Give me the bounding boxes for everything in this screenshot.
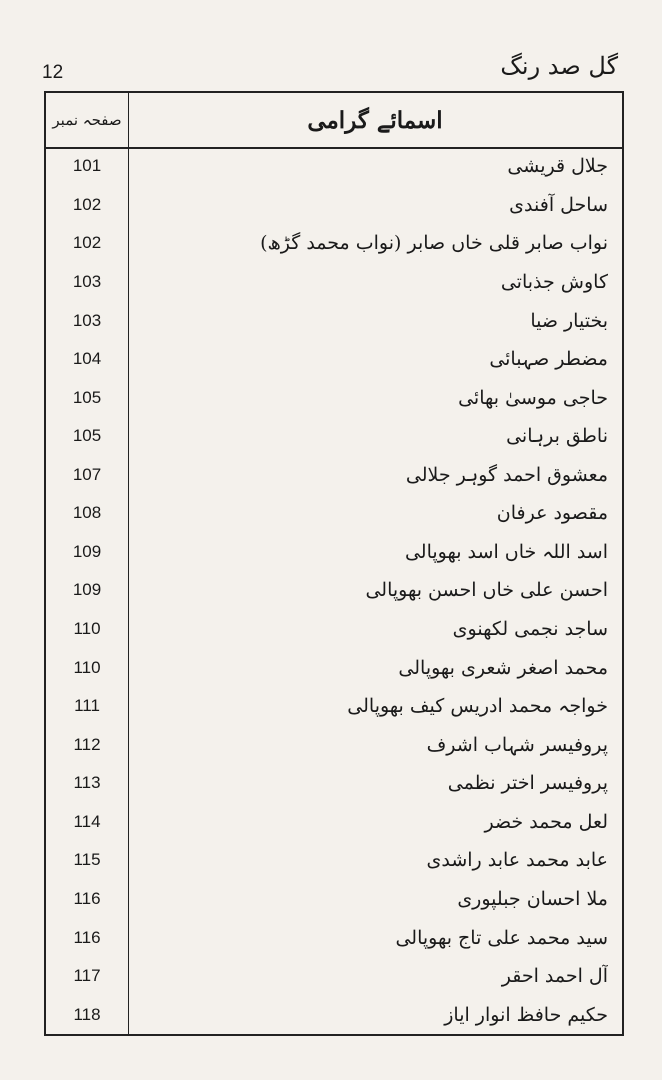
- entry-page-number: 110: [73, 619, 101, 639]
- entry-page-number: 112: [73, 734, 101, 754]
- entry-page-number: 117: [73, 966, 101, 986]
- entry-name: پروفیسر اختر نظمی: [447, 772, 608, 795]
- table-row: [46, 571, 622, 610]
- table-row: [46, 494, 622, 533]
- header-page-number: صفحہ نمبر: [52, 111, 122, 129]
- table-row: [46, 378, 622, 417]
- entry-page-number: 115: [73, 850, 101, 870]
- entry-name: بختیار ضیا: [530, 309, 608, 332]
- entry-name: عابد محمد عابد راشدی: [426, 849, 608, 872]
- entry-name: ساجد نجمی لکھنوی: [452, 618, 608, 641]
- entry-page-number: 108: [72, 503, 102, 523]
- entry-name: مقصود عرفان: [496, 502, 608, 525]
- table-row: [46, 803, 622, 842]
- table-row: [46, 764, 622, 803]
- table-row: [46, 687, 622, 726]
- entry-page-number: 116: [73, 888, 101, 908]
- entry-name: کاوش جذباتی: [500, 270, 608, 293]
- table-row: [46, 301, 622, 340]
- table-row: [46, 880, 622, 919]
- table-row: [46, 263, 622, 302]
- entry-name: آل احمد احقر: [501, 965, 608, 988]
- entry-page-number: 109: [72, 580, 102, 600]
- entries-list: [46, 147, 622, 1034]
- entry-page-number: 103: [72, 271, 102, 291]
- entry-page-number: 113: [73, 773, 101, 793]
- entry-page-number: 116: [73, 927, 101, 947]
- entry-page-number: 114: [73, 811, 101, 831]
- entry-name: حکیم حافظ انوار ایاز: [444, 1003, 608, 1026]
- entry-name: احسن علی خاں احسن بھوپالی: [365, 579, 608, 602]
- entry-name: سید محمد علی تاج بھوپالی: [395, 926, 608, 949]
- table-row: [46, 648, 622, 687]
- entry-name: لعل محمد خضر: [484, 810, 608, 833]
- entry-page-number: 111: [74, 696, 100, 716]
- entry-name: مضطر صہبائی: [489, 348, 608, 371]
- entry-name: جلال قریشی: [507, 155, 608, 178]
- table-row: [46, 417, 622, 456]
- entry-name: ناطق برہانی: [506, 425, 608, 448]
- table-row: [46, 533, 622, 572]
- table-row: [46, 725, 622, 764]
- table-row: [46, 340, 622, 379]
- entry-name: ساحل آفندی: [509, 193, 608, 216]
- entry-name: خواجہ محمد ادریس کیف بھوپالی: [347, 695, 608, 718]
- table-row: [46, 918, 622, 957]
- table-row: [46, 147, 622, 186]
- header-names: اسمائے گرامی: [307, 106, 443, 134]
- entry-page-number: 105: [72, 387, 102, 407]
- entry-name: محمد اصغر شعری بھوپالی: [398, 656, 608, 679]
- table-row: [46, 995, 622, 1034]
- entry-page-number: 102: [72, 233, 102, 253]
- entry-name: حاجی موسیٰ بھائی: [458, 386, 608, 409]
- entry-page-number: 118: [73, 1004, 101, 1024]
- entry-name: پروفیسر شہاب اشرف: [426, 733, 608, 756]
- entry-page-number: 103: [72, 310, 102, 330]
- entry-page-number: 110: [73, 657, 101, 677]
- table-row: [46, 610, 622, 649]
- table-row: [46, 224, 622, 263]
- entry-name: معشوق احمد گوہر جلالی: [405, 463, 608, 486]
- table-row: [46, 841, 622, 880]
- entry-name: ملا احسان جبلپوری: [457, 887, 608, 910]
- entry-page-number: 107: [72, 464, 102, 484]
- entry-page-number: 109: [72, 541, 102, 561]
- entry-page-number: 102: [72, 194, 102, 214]
- table-row: [46, 456, 622, 495]
- entry-page-number: 105: [72, 426, 102, 446]
- running-header: گل صد رنگ: [500, 52, 618, 80]
- table-row: [46, 957, 622, 996]
- entry-page-number: 104: [72, 349, 102, 369]
- table-header-row: [46, 93, 622, 149]
- contents-table: [44, 91, 624, 1036]
- entry-name: اسد اللہ خاں اسد بھوپالی: [404, 540, 608, 563]
- table-row: [46, 186, 622, 225]
- entry-page-number: 101: [72, 156, 102, 176]
- entry-name: نواب صابر قلی خاں صابر (نواب محمد گڑھ): [260, 232, 608, 255]
- page-number: 12: [42, 62, 64, 83]
